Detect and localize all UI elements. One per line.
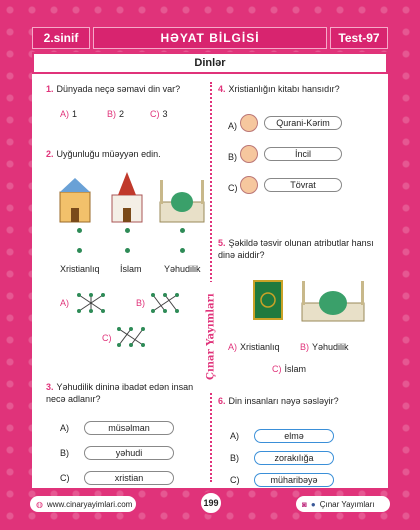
question-text: Dünyada neçə səmavi din var?	[56, 84, 181, 94]
q4-option-a[interactable]: Qurani-Kərim	[264, 116, 342, 130]
page-number: 199	[199, 491, 223, 515]
mosque-icon	[302, 281, 364, 321]
question-6: 6. Din insanları nəyə səsləyir?	[218, 396, 339, 406]
q6-option-c-letter: C)	[230, 475, 240, 485]
quran-and-mosque-illustration	[250, 277, 370, 325]
child-avatar-icon	[240, 176, 258, 194]
q4-option-b[interactable]: İncil	[264, 147, 342, 161]
question-3: 3. Yəhudilik dininə ibadət edən insan necə adlanır?	[46, 382, 194, 404]
q5-option-a[interactable]: A) Xristianlıq	[228, 342, 280, 352]
match-dot	[125, 228, 130, 233]
match-dot	[77, 248, 82, 253]
q5-option-b[interactable]: B) Yəhudilik	[300, 342, 349, 352]
q3-option-c[interactable]: xristian	[84, 471, 174, 485]
facebook-icon: ●	[310, 499, 316, 509]
church-icon	[60, 178, 90, 222]
q3-option-c-letter: C)	[60, 473, 70, 483]
q3-option-a-letter: A)	[60, 423, 69, 433]
q1-option-c[interactable]: C) 3	[150, 109, 168, 119]
question-1	[46, 84, 206, 96]
topic-title: Dinlər	[32, 52, 388, 74]
question-number: 1.	[46, 84, 54, 94]
footer-social[interactable]: ◙ ● Çınar Yayımları	[296, 496, 390, 512]
q3-option-a[interactable]: müsəlman	[84, 421, 174, 435]
religion-label-judaism: Yəhudilik	[164, 264, 201, 274]
q1-option-a[interactable]: A) 1	[60, 109, 78, 119]
q6-option-c[interactable]: müharibəyə	[254, 473, 334, 487]
match-dot	[180, 228, 185, 233]
q6-option-a[interactable]: elmə	[254, 429, 334, 443]
subject-title: HƏYAT BİLGİSİ	[93, 27, 327, 49]
page-header	[32, 27, 388, 49]
footer-website[interactable]: ◍ www.cinaryayimlari.com	[30, 496, 136, 512]
side-brand-label: Çınar Yayımları	[200, 282, 222, 392]
religious-buildings-illustration	[56, 170, 206, 230]
worksheet-page	[32, 52, 388, 488]
question-5: 5. Şəkildə təsvir olunan atributlar hansı dinə aiddir?	[218, 238, 374, 260]
q1-option-b[interactable]: B) 2	[107, 109, 125, 119]
child-avatar-icon	[240, 145, 258, 163]
q5-option-c[interactable]: C) İslam	[272, 364, 307, 374]
instagram-icon: ◙	[302, 499, 307, 509]
religion-label-islam: İslam	[120, 264, 142, 274]
q3-option-b-letter: B)	[60, 448, 69, 458]
q3-option-b[interactable]: yəhudi	[84, 446, 174, 460]
matching-diagram-b	[150, 292, 180, 314]
child-avatar-icon	[240, 114, 258, 132]
q4-option-a-letter: A)	[228, 121, 237, 131]
match-dot	[125, 248, 130, 253]
quran-book-icon	[254, 281, 282, 319]
q6-option-a-letter: A)	[230, 431, 239, 441]
q2-option-b[interactable]: B)	[136, 298, 145, 308]
grade-label: 2.sinif	[32, 27, 90, 49]
q2-option-a[interactable]: A)	[60, 298, 69, 308]
q4-option-c[interactable]: Tövrat	[264, 178, 342, 192]
matching-diagram-a	[76, 292, 106, 314]
religion-label-christianity: Xristianlıq	[60, 264, 100, 274]
mosque-icon	[160, 180, 204, 222]
q6-option-b-letter: B)	[230, 453, 239, 463]
q2-option-c[interactable]: C)	[102, 333, 112, 343]
question-2: 2. Uyğunluğu müəyyən edin.	[46, 149, 161, 159]
q6-option-b[interactable]: zorakılığa	[254, 451, 334, 465]
match-dot	[77, 228, 82, 233]
globe-icon: ◍	[36, 499, 43, 509]
matching-diagram-c	[116, 326, 146, 348]
cathedral-icon	[112, 172, 142, 222]
test-number: Test-97	[330, 27, 388, 49]
q4-option-c-letter: C)	[228, 183, 238, 193]
match-dot	[180, 248, 185, 253]
q4-option-b-letter: B)	[228, 152, 237, 162]
question-4: 4. Xristianlığın kitabı hansıdır?	[218, 84, 340, 94]
